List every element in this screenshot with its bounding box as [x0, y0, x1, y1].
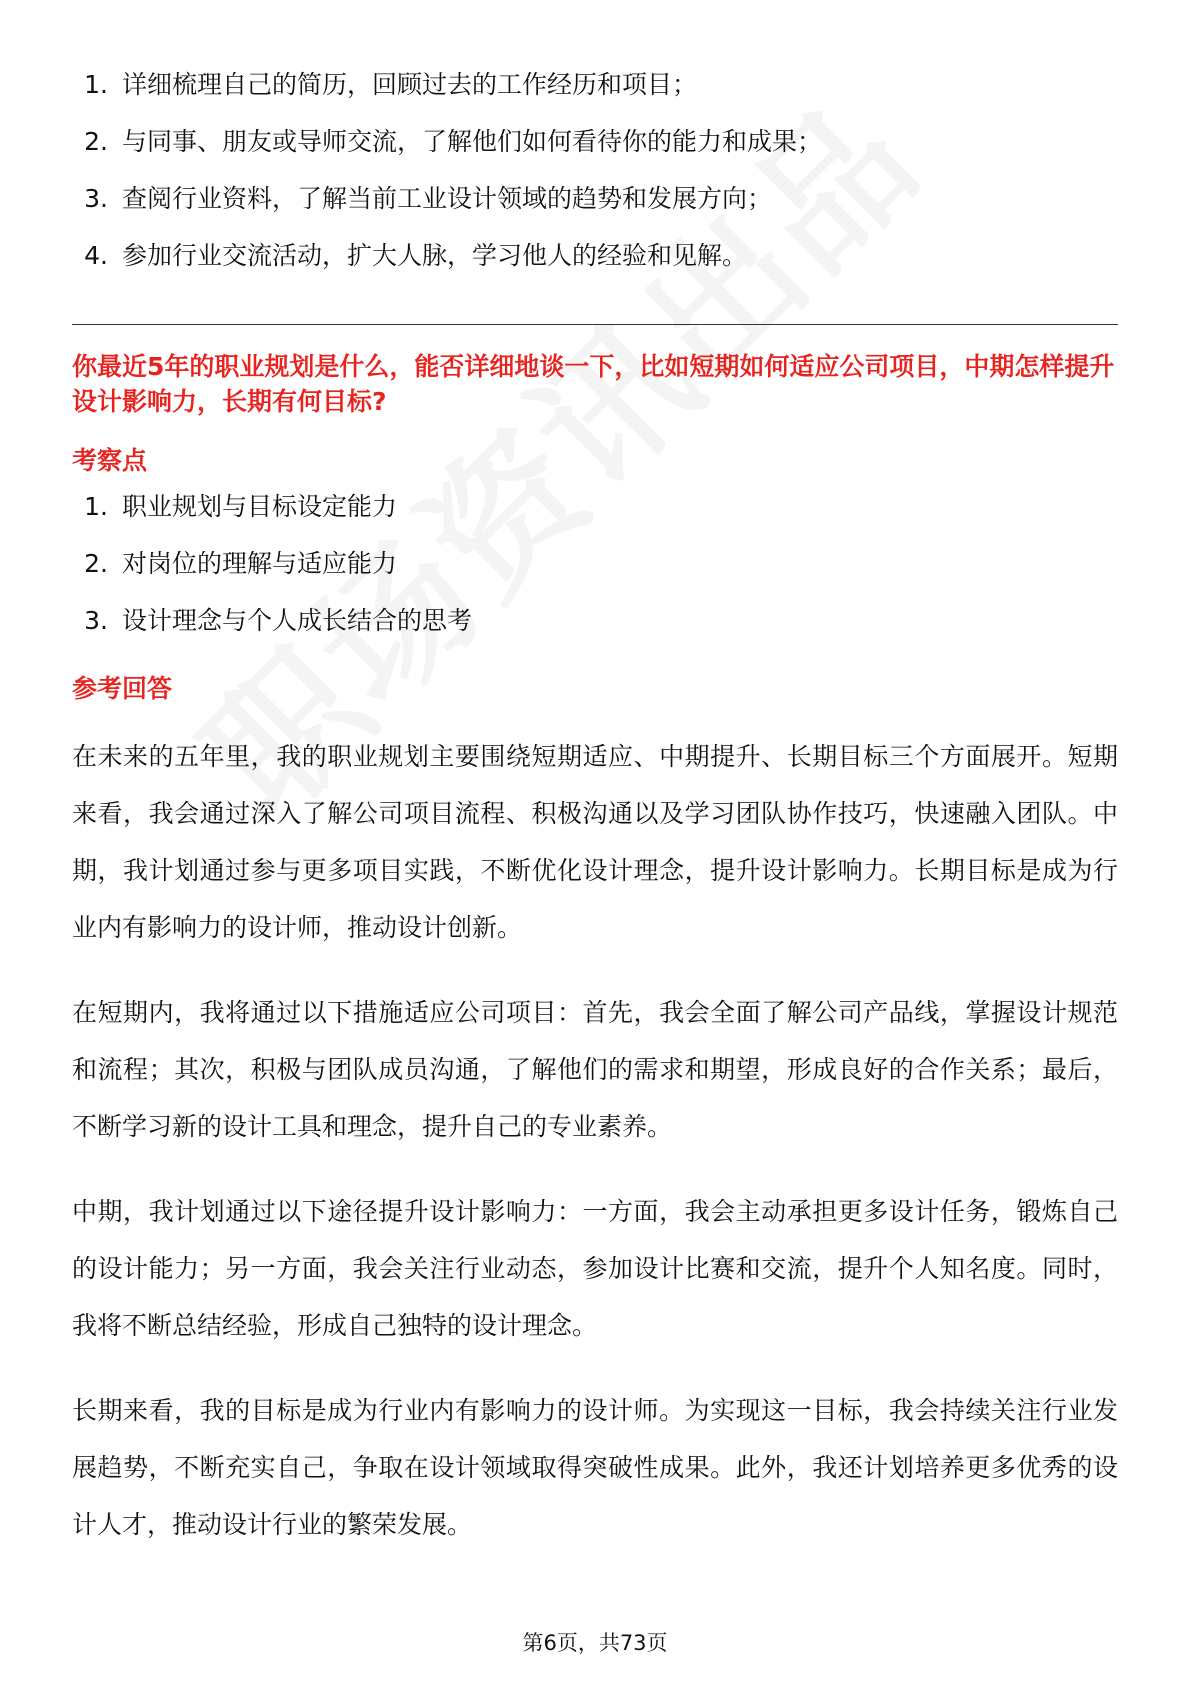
list-item-text: 对岗位的理解与适应能力	[122, 549, 398, 578]
list-item-text: 职业规划与目标设定能力	[122, 492, 398, 521]
list-item-text: 与同事、朋友或导师交流，了解他们如何看待你的能力和成果；	[122, 127, 823, 156]
assessment-points-list	[72, 478, 1118, 649]
answer-paragraph: 在短期内，我将通过以下措施适应公司项目：首先，我会全面了解公司产品线，掌握设计规范和流程；其次，积极与团队成员沟通，了解他们的需求和期望，形成良好的合作关系；最后，不断学习新的设计工具和理念，提升自己的专业素养。	[72, 998, 1118, 1141]
page-number-footer: 第6页，共73页	[522, 1631, 668, 1655]
list-item-number: 3.	[84, 606, 108, 635]
list-item	[72, 227, 1118, 284]
list-item-number: 4.	[84, 241, 108, 270]
answer-paragraph: 长期来看，我的目标是成为行业内有影响力的设计师。为实现这一目标，我会持续关注行业发展趋势，不断充实自己，争取在设计领域取得突破性成果。此外，我还计划培养更多优秀的设计人才，推动设计行业的繁荣发展。	[72, 1396, 1118, 1539]
list-item	[72, 535, 1118, 592]
list-item-text: 查阅行业资料，了解当前工业设计领域的趋势和发展方向；	[122, 184, 773, 213]
answer-paragraph: 在未来的五年里，我的职业规划主要围绕短期适应、中期提升、长期目标三个方面展开。短期来看，我会通过深入了解公司项目流程、积极沟通以及学习团队协作技巧，快速融入团队。中期，我计划通过参与更多项目实践，不断优化设计理念，提升设计影响力。长期目标是成为行业内有影响力的设计师，推动设计创新。	[72, 742, 1118, 942]
question-heading: 你最近5年的职业规划是什么，能否详细地谈一下，比如短期如何适应公司项目，中期怎样提升设计影响力，长期有何目标?	[72, 352, 1115, 416]
list-item-text: 设计理念与个人成长结合的思考	[122, 606, 473, 635]
list-item-number: 1.	[84, 492, 108, 521]
list-item-number: 1.	[84, 70, 108, 99]
answer-paragraph: 中期，我计划通过以下途径提升设计影响力：一方面，我会主动承担更多设计任务，锻炼自己的设计能力；另一方面，我会关注行业动态，参加设计比赛和交流，提升个人知名度。同时，我将不断总结经验，形成自己独特的设计理念。	[72, 1197, 1118, 1340]
list-item	[72, 56, 1118, 113]
intro-steps-list	[72, 56, 1118, 284]
page-content	[72, 56, 1118, 1581]
list-item-number: 3.	[84, 184, 108, 213]
list-item-text: 详细梳理自己的简历，回顾过去的工作经历和项目；	[122, 70, 698, 99]
list-item-number: 2.	[84, 549, 108, 578]
reference-answer-body	[72, 728, 1118, 1553]
list-item-number: 2.	[84, 127, 108, 156]
list-item	[72, 592, 1118, 649]
reference-answer-label: 参考回答	[72, 674, 173, 703]
list-item	[72, 113, 1118, 170]
list-item-text: 参加行业交流活动，扩大人脉，学习他人的经验和见解。	[122, 241, 748, 270]
assessment-label: 考察点	[72, 446, 148, 475]
section-divider	[72, 324, 1118, 325]
list-item	[72, 478, 1118, 535]
list-item	[72, 170, 1118, 227]
